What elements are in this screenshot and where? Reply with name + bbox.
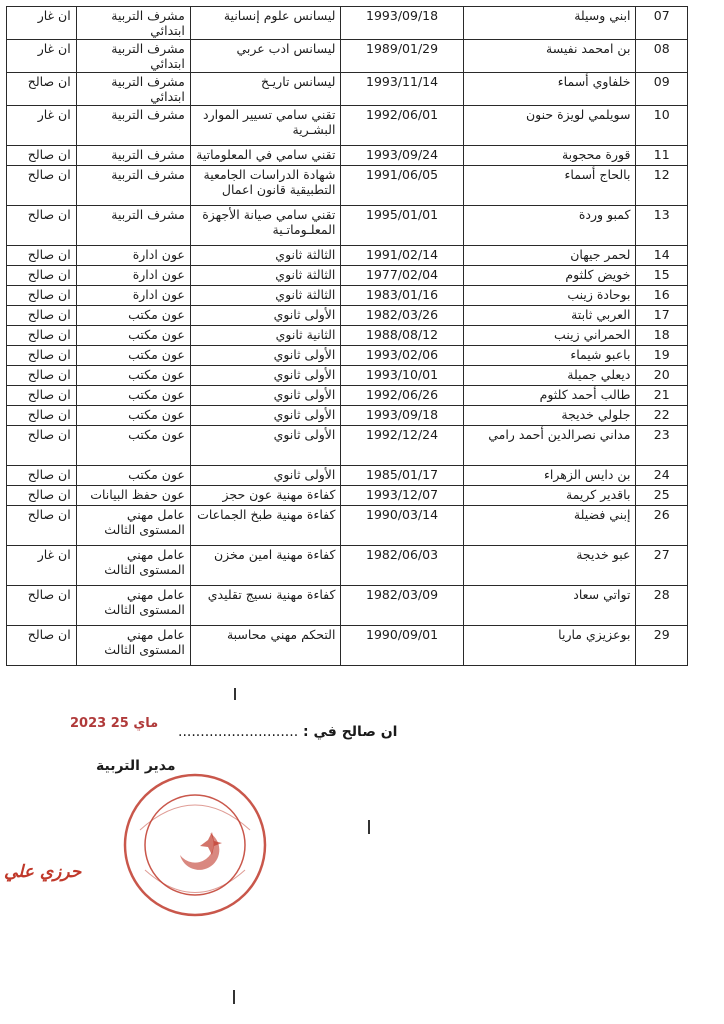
post-cell: عون مكتب	[76, 346, 190, 366]
row-number-cell: 29	[636, 626, 688, 666]
birth-date-cell: 1993/09/18	[341, 7, 463, 40]
work-place-cell: ان صالح	[7, 466, 77, 486]
full-name-cell: خويض كلثوم	[463, 266, 636, 286]
table-row	[7, 586, 688, 626]
post-cell: عامل مهني المستوى الثالث	[76, 626, 190, 666]
work-place-cell: ان صالح	[7, 326, 77, 346]
table-row	[7, 546, 688, 586]
director-signature: حرزي علي	[4, 862, 82, 882]
official-stamp	[120, 770, 270, 920]
post-cell: مشرف التربية	[76, 166, 190, 206]
birth-date-cell: 1993/09/24	[341, 146, 463, 166]
table-row	[7, 266, 688, 286]
work-place-cell: ان غار	[7, 106, 77, 146]
place-and-date-line	[178, 724, 397, 740]
birth-date-cell: 1988/08/12	[341, 326, 463, 346]
birth-date-cell: 1982/06/03	[341, 546, 463, 586]
birth-date-cell: 1982/03/26	[341, 306, 463, 326]
work-place-cell: ان صالح	[7, 306, 77, 326]
birth-date-cell: 1977/02/04	[341, 266, 463, 286]
full-name-cell: عبو خديجة	[463, 546, 636, 586]
post-cell: مشرف التربية	[76, 146, 190, 166]
work-place-cell: ان غار	[7, 546, 77, 586]
row-number-cell: 25	[636, 486, 688, 506]
birth-date-cell: 1990/09/01	[341, 626, 463, 666]
row-number-cell: 15	[636, 266, 688, 286]
row-number-cell: 10	[636, 106, 688, 146]
birth-date-cell: 1992/12/24	[341, 426, 463, 466]
work-place-cell: ان صالح	[7, 486, 77, 506]
work-place-cell: ان غار	[7, 40, 77, 73]
degree-cell: الأولى ثانوي	[190, 366, 341, 386]
birth-date-cell: 1985/01/17	[341, 466, 463, 486]
degree-cell: التحكم مهني محاسبة	[190, 626, 341, 666]
table-row	[7, 326, 688, 346]
work-place-cell: ان صالح	[7, 73, 77, 106]
row-number-cell: 13	[636, 206, 688, 246]
work-place-cell: ان صالح	[7, 266, 77, 286]
degree-cell: كفاءة مهنية طبخ الجماعات	[190, 506, 341, 546]
table-row	[7, 486, 688, 506]
degree-cell: ليسانس علوم إنسانية	[190, 7, 341, 40]
full-name-cell: طالب أحمد كلثوم	[463, 386, 636, 406]
row-number-cell: 11	[636, 146, 688, 166]
post-cell: مشرف التربية ابتدائي	[76, 7, 190, 40]
table-row	[7, 146, 688, 166]
full-name-cell: كمبو وردة	[463, 206, 636, 246]
degree-cell: ليسانس ادب عربي	[190, 40, 341, 73]
full-name-cell: سويلمي لويزة حنون	[463, 106, 636, 146]
birth-date-cell: 1989/01/29	[341, 40, 463, 73]
full-name-cell: بوحادة زينب	[463, 286, 636, 306]
full-name-cell: تواتي سعاد	[463, 586, 636, 626]
post-cell: مشرف التربية	[76, 206, 190, 246]
work-place-cell: ان صالح	[7, 166, 77, 206]
degree-cell: الأولى ثانوي	[190, 426, 341, 466]
degree-cell: الأولى ثانوي	[190, 306, 341, 326]
row-number-cell: 14	[636, 246, 688, 266]
full-name-cell: باقدير كريمة	[463, 486, 636, 506]
post-cell: عون مكتب	[76, 326, 190, 346]
table-row	[7, 626, 688, 666]
full-name-cell: ديعلي جميلة	[463, 366, 636, 386]
degree-cell: الثالثة ثانوي	[190, 286, 341, 306]
row-number-cell: 21	[636, 386, 688, 406]
post-cell: عامل مهني المستوى الثالث	[76, 506, 190, 546]
employees-table	[6, 6, 688, 666]
director-title: مدير التربية	[96, 758, 176, 774]
table-row	[7, 246, 688, 266]
post-cell: عون مكتب	[76, 306, 190, 326]
work-place-cell: ان صالح	[7, 286, 77, 306]
full-name-cell: إبني فضيلة	[463, 506, 636, 546]
degree-cell: كفاءة مهنية امين مخزن	[190, 546, 341, 586]
full-name-cell: لحمر جيهان	[463, 246, 636, 266]
table-row	[7, 346, 688, 366]
post-cell: عامل مهني المستوى الثالث	[76, 586, 190, 626]
post-cell: عون مكتب	[76, 386, 190, 406]
table-row	[7, 106, 688, 146]
full-name-cell: باعبو شيماء	[463, 346, 636, 366]
table-row	[7, 366, 688, 386]
post-cell: عون ادارة	[76, 246, 190, 266]
row-number-cell: 23	[636, 426, 688, 466]
handwritten-date: 2023 ماي 25	[70, 716, 159, 731]
post-cell: مشرف التربية ابتدائي	[76, 40, 190, 73]
full-name-cell: الحمراني زينب	[463, 326, 636, 346]
table-row	[7, 306, 688, 326]
work-place-cell: ان صالح	[7, 586, 77, 626]
degree-cell: تقني سامي صيانة الأجهزة المعلـوماتـية	[190, 206, 341, 246]
post-cell: عامل مهني المستوى الثالث	[76, 546, 190, 586]
work-place-cell: ان صالح	[7, 506, 77, 546]
birth-date-cell: 1993/09/18	[341, 406, 463, 426]
work-place-cell: ان صالح	[7, 426, 77, 466]
row-number-cell: 20	[636, 366, 688, 386]
row-number-cell: 18	[636, 326, 688, 346]
full-name-cell: قورة محجوبة	[463, 146, 636, 166]
degree-cell: الأولى ثانوي	[190, 386, 341, 406]
degree-cell: الثالثة ثانوي	[190, 246, 341, 266]
degree-cell: كفاءة مهنية نسيج تقليدي	[190, 586, 341, 626]
date-dots: ...........................	[178, 724, 299, 740]
full-name-cell: خلفاوي أسماء	[463, 73, 636, 106]
table-row	[7, 166, 688, 206]
scan-mark	[368, 820, 370, 834]
degree-cell: شهادة الدراسات الجامعية التطبيقية قانون اعمال	[190, 166, 341, 206]
post-cell: عون ادارة	[76, 286, 190, 306]
birth-date-cell: 1991/02/14	[341, 246, 463, 266]
birth-date-cell: 1993/10/01	[341, 366, 463, 386]
full-name-cell: ابني وسيلة	[463, 7, 636, 40]
row-number-cell: 19	[636, 346, 688, 366]
row-number-cell: 09	[636, 73, 688, 106]
post-cell: عون مكتب	[76, 466, 190, 486]
row-number-cell: 16	[636, 286, 688, 306]
work-place-cell: ان صالح	[7, 146, 77, 166]
birth-date-cell: 1991/06/05	[341, 166, 463, 206]
scan-mark	[234, 688, 236, 700]
work-place-cell: ان صالح	[7, 346, 77, 366]
post-cell: عون مكتب	[76, 426, 190, 466]
row-number-cell: 17	[636, 306, 688, 326]
degree-cell: تقني سامي تسيير الموارد البشـرية	[190, 106, 341, 146]
full-name-cell: العربي ثابتة	[463, 306, 636, 326]
row-number-cell: 12	[636, 166, 688, 206]
post-cell: عون ادارة	[76, 266, 190, 286]
full-name-cell: بن دايس الزهراء	[463, 466, 636, 486]
full-name-cell: مداني نصرالدين أحمد رامي	[463, 426, 636, 466]
full-name-cell: بالحاج أسماء	[463, 166, 636, 206]
work-place-cell: ان صالح	[7, 406, 77, 426]
table-row	[7, 466, 688, 486]
work-place-cell: ان صالح	[7, 246, 77, 266]
work-place-cell: ان صالح	[7, 626, 77, 666]
row-number-cell: 08	[636, 40, 688, 73]
table-row	[7, 7, 688, 40]
post-cell: عون مكتب	[76, 366, 190, 386]
degree-cell: الأولى ثانوي	[190, 466, 341, 486]
birth-date-cell: 1993/02/06	[341, 346, 463, 366]
birth-date-cell: 1992/06/01	[341, 106, 463, 146]
document-page	[6, 6, 690, 666]
table-row	[7, 386, 688, 406]
post-cell: عون حفظ البيانات	[76, 486, 190, 506]
post-cell: مشرف التربية	[76, 106, 190, 146]
birth-date-cell: 1995/01/01	[341, 206, 463, 246]
work-place-cell: ان غار	[7, 7, 77, 40]
row-number-cell: 07	[636, 7, 688, 40]
birth-date-cell: 1993/12/07	[341, 486, 463, 506]
degree-cell: الأولى ثانوي	[190, 346, 341, 366]
birth-date-cell: 1990/03/14	[341, 506, 463, 546]
degree-cell: تقني سامي في المعلوماتية	[190, 146, 341, 166]
birth-date-cell: 1993/11/14	[341, 73, 463, 106]
row-number-cell: 24	[636, 466, 688, 486]
degree-cell: الأولى ثانوي	[190, 406, 341, 426]
work-place-cell: ان صالح	[7, 366, 77, 386]
table-row	[7, 73, 688, 106]
post-cell: مشرف التربية ابتدائي	[76, 73, 190, 106]
employees-table-body	[7, 7, 688, 666]
table-row	[7, 426, 688, 466]
degree-cell: الثالثة ثانوي	[190, 266, 341, 286]
birth-date-cell: 1992/06/26	[341, 386, 463, 406]
place-label: ان صالح في :	[303, 724, 398, 740]
table-row	[7, 40, 688, 73]
table-row	[7, 506, 688, 546]
birth-date-cell: 1983/01/16	[341, 286, 463, 306]
row-number-cell: 26	[636, 506, 688, 546]
row-number-cell: 27	[636, 546, 688, 586]
birth-date-cell: 1982/03/09	[341, 586, 463, 626]
degree-cell: الثانية ثانوي	[190, 326, 341, 346]
row-number-cell: 28	[636, 586, 688, 626]
full-name-cell: جلولي خديجة	[463, 406, 636, 426]
row-number-cell: 22	[636, 406, 688, 426]
degree-cell: كفاءة مهنية عون حجز	[190, 486, 341, 506]
work-place-cell: ان صالح	[7, 386, 77, 406]
table-row	[7, 286, 688, 306]
table-row	[7, 406, 688, 426]
scan-mark	[233, 990, 235, 1004]
table-row	[7, 206, 688, 246]
work-place-cell: ان صالح	[7, 206, 77, 246]
full-name-cell: بن امحمد نفيسة	[463, 40, 636, 73]
full-name-cell: بوعزيزي ماريا	[463, 626, 636, 666]
post-cell: عون مكتب	[76, 406, 190, 426]
degree-cell: ليسانس تاريـخ	[190, 73, 341, 106]
